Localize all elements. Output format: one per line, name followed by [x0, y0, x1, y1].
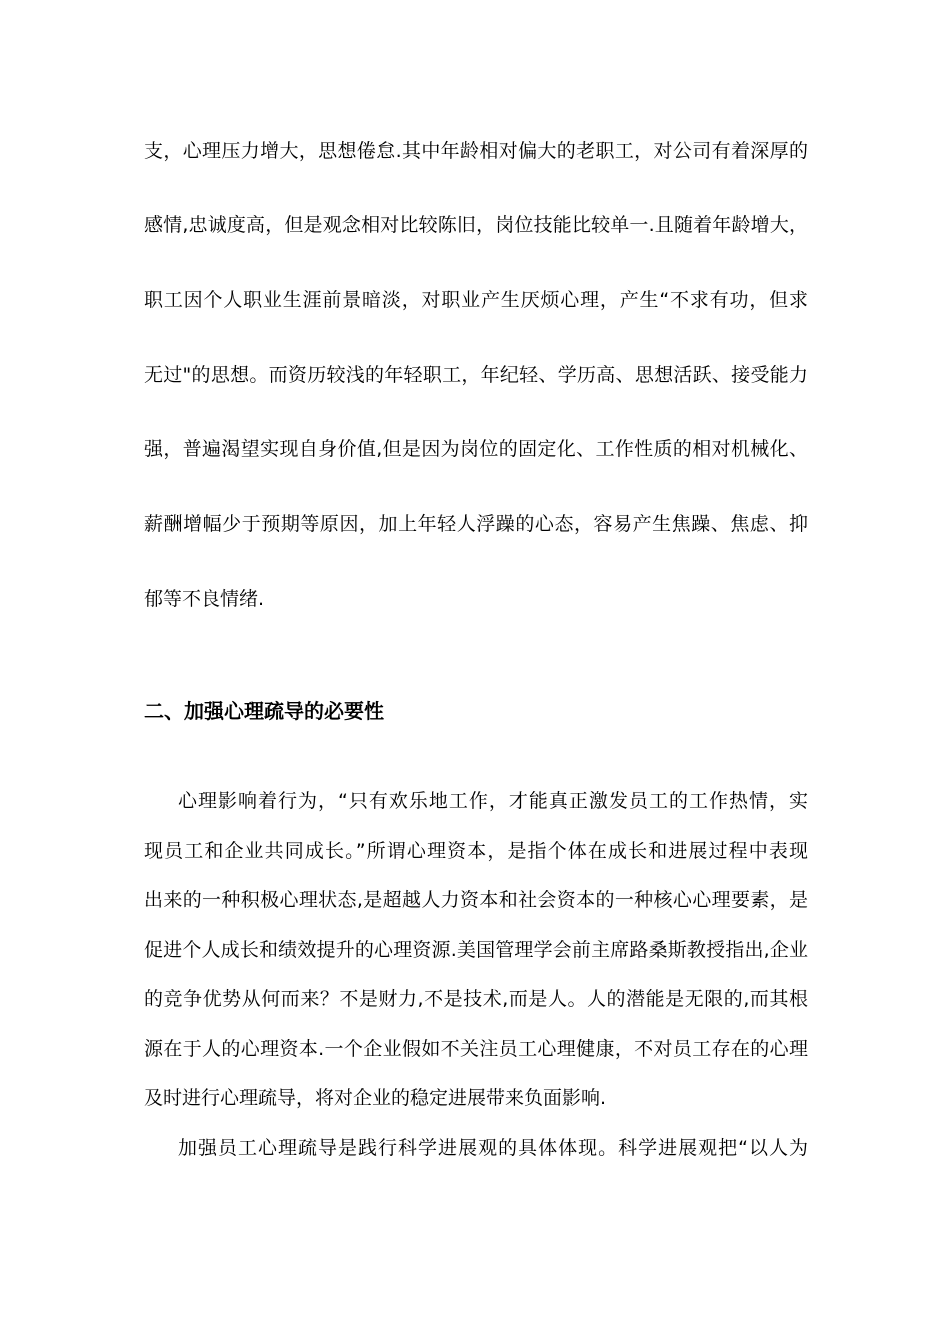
paragraph-line: 及时进行心理疏导，将对企业的稳定进展带来负面影响. [144, 1087, 607, 1109]
paragraph-line: 支，心理压力增大，思想倦怠.其中年龄相对偏大的老职工，对公司有着深厚的 [144, 140, 808, 162]
paragraph-line: 无过"的思想。而资历较浅的年轻职工，年纪轻、学历高、思想活跃、接受能力 [144, 364, 808, 386]
paragraph-line: 郁等不良情绪. [144, 588, 265, 610]
paragraph-line: 强，普遍渴望实现自身价值,但是因为岗位的固定化、工作性质的相对机械化、 [144, 438, 808, 460]
paragraph-line: 出来的一种积极心理状态,是超越人力资本和社会资本的一种核心心理要素，是 [144, 889, 808, 911]
paragraph-line: 心理影响着行为，“只有欢乐地工作，才能真正激发员工的工作热情，实 [178, 790, 808, 812]
paragraph-line: 现员工和企业共同成长。”所谓心理资本，是指个体在成长和进展过程中表现 [144, 840, 808, 862]
paragraph-line: 的竞争优势从何而来？不是财力,不是技术,而是人。人的潜能是无限的,而其根 [144, 988, 808, 1010]
section-heading: 二、加强心理疏导的必要性 [144, 699, 384, 723]
paragraph-line: 促进个人成长和绩效提升的心理资源.美国管理学会前主席路桑斯教授指出,企业 [144, 939, 808, 961]
paragraph-line: 感情,忠诚度高，但是观念相对比较陈旧，岗位技能比较单一.且随着年龄增大， [144, 214, 808, 236]
paragraph-line: 职工因个人职业生涯前景暗淡，对职业产生厌烦心理，产生“不求有功，但求 [144, 289, 808, 311]
paragraph-line: 源在于人的心理资本.一个企业假如不关注员工心理健康，不对员工存在的心理 [144, 1038, 808, 1060]
paragraph-line: 薪酬增幅少于预期等原因，加上年轻人浮躁的心态，容易产生焦躁、焦虑、抑 [144, 513, 808, 535]
paragraph-line: 加强员工心理疏导是践行科学进展观的具体体现。科学进展观把“以人为 [178, 1137, 808, 1159]
